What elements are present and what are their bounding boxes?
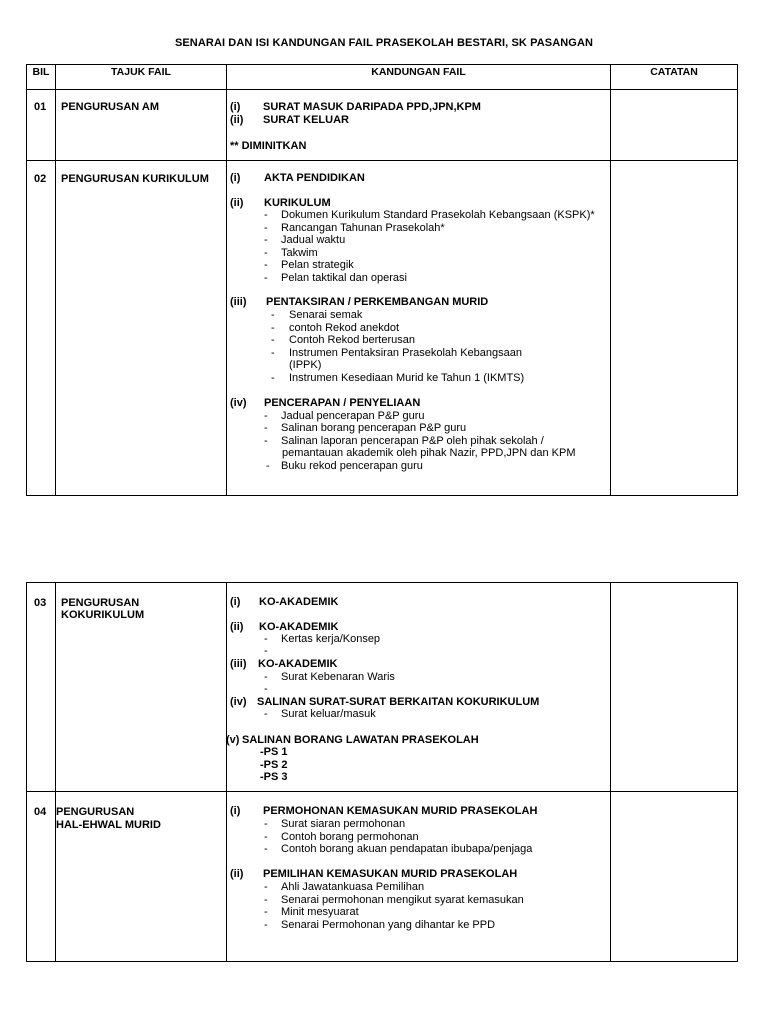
list-item: contoh Rekod anekdot	[289, 321, 400, 334]
header-kandungan-fail: KANDUNGAN FAIL	[371, 66, 466, 78]
list-item: -PS 1	[260, 746, 288, 758]
section-number: (ii)	[230, 197, 244, 209]
list-dash: -	[264, 906, 268, 918]
file-title: PENGURUSAN	[56, 806, 135, 818]
column-divider	[55, 65, 56, 495]
list-item: Minit mesyuarat	[281, 906, 359, 918]
list-dash: -	[264, 830, 268, 843]
section-label: KO-AKADEMIK	[258, 658, 338, 670]
section-label: PENCERAPAN / PENYELIAAN	[264, 397, 421, 409]
list-item: Takwim	[281, 246, 318, 259]
list-item: Pelan taktikal dan operasi	[281, 271, 407, 284]
list-item-continuation: pemantauan akademik oleh pihak Nazir, PPD,JPN dan KPM	[282, 447, 576, 459]
section-number: (i)	[230, 596, 241, 608]
section-label: AKTA PENDIDIKAN	[264, 172, 365, 184]
list-dash: -	[264, 918, 268, 931]
section-number: (ii)	[230, 621, 244, 633]
column-divider	[610, 65, 611, 495]
list-item: Salinan laporan pencerapan P&P oleh pihak sekolah /	[281, 434, 544, 447]
section-number: (iii)	[230, 658, 247, 670]
section-label: PERMOHONAN KEMASUKAN MURID PRASEKOLAH	[263, 805, 538, 817]
section-number: (iv)	[230, 397, 247, 409]
file-title: HAL-EHWAL MURID	[56, 818, 161, 831]
list-dash: -	[264, 259, 268, 271]
file-table-1	[26, 64, 738, 496]
column-divider	[226, 65, 227, 495]
file-title: PENGURUSAN	[61, 597, 140, 609]
list-item: Jadual waktu	[281, 234, 346, 246]
list-dash: -	[264, 671, 268, 683]
list-dash: -	[264, 209, 268, 221]
note-text: ** DIMINITKAN	[230, 140, 307, 152]
list-item: Contoh Rekod berterusan	[289, 334, 415, 346]
section-label: KURIKULUM	[264, 197, 331, 209]
section-number: (i)	[230, 805, 241, 817]
list-item: Senarai Permohonan yang dihantar ke PPD	[281, 918, 496, 931]
list-dash: -	[264, 434, 268, 447]
list-item: Kertas kerja/Konsep	[281, 633, 381, 645]
section-label: SURAT MASUK DARIPADA PPD,JPN,KPM	[263, 101, 481, 113]
list-item: Instrumen Kesediaan Murid ke Tahun 1 (IKMTS)	[289, 371, 525, 384]
list-item: Ahli Jawatankuasa Pemilihan	[281, 881, 425, 893]
section-label: KO-AKADEMIK	[259, 596, 339, 608]
list-dash: -	[264, 409, 268, 422]
list-dash: -	[264, 221, 268, 234]
list-dash: -	[271, 334, 275, 346]
list-dash: -	[271, 371, 275, 384]
section-number: (v)	[226, 734, 240, 746]
list-item: Contoh borang akuan pendapatan ibubapa/penjaga	[281, 843, 533, 855]
section-label: SALINAN SURAT-SURAT BERKAITAN KOKURIKULUM	[257, 696, 540, 708]
row-divider	[27, 160, 737, 161]
list-dash: -	[264, 271, 268, 284]
list-item: Instrumen Pentaksiran Prasekolah Kebangsaan	[289, 346, 522, 359]
section-number: (ii)	[230, 868, 244, 880]
list-dash: -	[271, 346, 275, 359]
document-title: SENARAI DAN ISI KANDUNGAN FAIL PRASEKOLAH BESTARI, SK PASANGAN	[174, 37, 594, 49]
list-item: Jadual pencerapan P&P guru	[281, 409, 425, 422]
column-divider	[610, 583, 611, 961]
list-item: -PS 2	[260, 758, 288, 771]
list-item: Surat siaran permohonan	[281, 818, 406, 830]
file-title: PENGURUSAN AM	[61, 101, 159, 113]
list-dash: -	[264, 818, 268, 830]
list-item: Pelan strategik	[281, 259, 354, 271]
section-label: KO-AKADEMIK	[259, 621, 339, 633]
section-label: PEMILIHAN KEMASUKAN MURID PRASEKOLAH	[263, 868, 518, 880]
file-title: KOKURIKULUM	[61, 609, 145, 621]
row-number: 03	[34, 597, 47, 609]
section-label: PENTAKSIRAN / PERKEMBANGAN MURID	[266, 296, 489, 308]
list-dash: -	[271, 309, 275, 321]
section-label: SALINAN BORANG LAWATAN PRASEKOLAH	[242, 734, 479, 746]
list-dash: -	[264, 893, 268, 906]
list-item: Surat keluar/masuk	[281, 708, 376, 720]
section-number: (ii)	[230, 114, 244, 126]
section-number: (iii)	[230, 296, 247, 308]
list-dash: -	[266, 459, 270, 472]
row-number: 01	[34, 101, 47, 113]
list-dash: -	[264, 633, 268, 645]
list-dash: -	[271, 321, 275, 334]
column-divider	[226, 583, 227, 961]
header-divider	[27, 89, 737, 90]
row-divider	[27, 791, 737, 792]
list-item: Buku rekod pencerapan guru	[281, 459, 423, 472]
header-catatan: CATATAN	[650, 66, 698, 78]
section-number: (i)	[230, 172, 241, 184]
section-number: (iv)	[230, 696, 247, 708]
list-item: -PS 3	[260, 771, 288, 783]
file-title: PENGURUSAN KURIKULUM	[61, 173, 209, 185]
list-dash: -	[264, 843, 268, 855]
column-divider	[55, 583, 56, 961]
list-item: Senarai semak	[289, 309, 363, 321]
section-label: SURAT KELUAR	[263, 114, 349, 126]
list-item: Salinan borang pencerapan P&P guru	[281, 422, 467, 434]
list-item: Surat Kebenaran Waris	[281, 671, 395, 683]
header-bil: BIL	[32, 66, 50, 78]
list-item: Dokumen Kurikulum Standard Prasekolah Kebangsaan (KSPK)*	[281, 209, 595, 221]
list-item-continuation: (IPPK)	[289, 359, 322, 371]
file-table-2	[26, 582, 738, 962]
section-number: (i)	[230, 101, 241, 113]
list-dash: -	[264, 683, 268, 695]
list-dash: -	[264, 234, 268, 246]
list-dash: -	[264, 246, 268, 259]
list-dash: -	[264, 708, 268, 720]
list-item: Contoh borang permohonan	[281, 830, 419, 843]
list-dash: -	[264, 881, 268, 893]
list-dash: -	[264, 422, 268, 434]
row-number: 02	[34, 173, 47, 185]
header-tajuk-fail: TAJUK FAIL	[111, 66, 171, 78]
list-dash: -	[264, 645, 268, 657]
list-item: Rancangan Tahunan Prasekolah*	[281, 221, 445, 234]
list-item: Senarai permohonan mengikut syarat kemasukan	[281, 893, 524, 906]
row-number: 04	[34, 806, 47, 818]
